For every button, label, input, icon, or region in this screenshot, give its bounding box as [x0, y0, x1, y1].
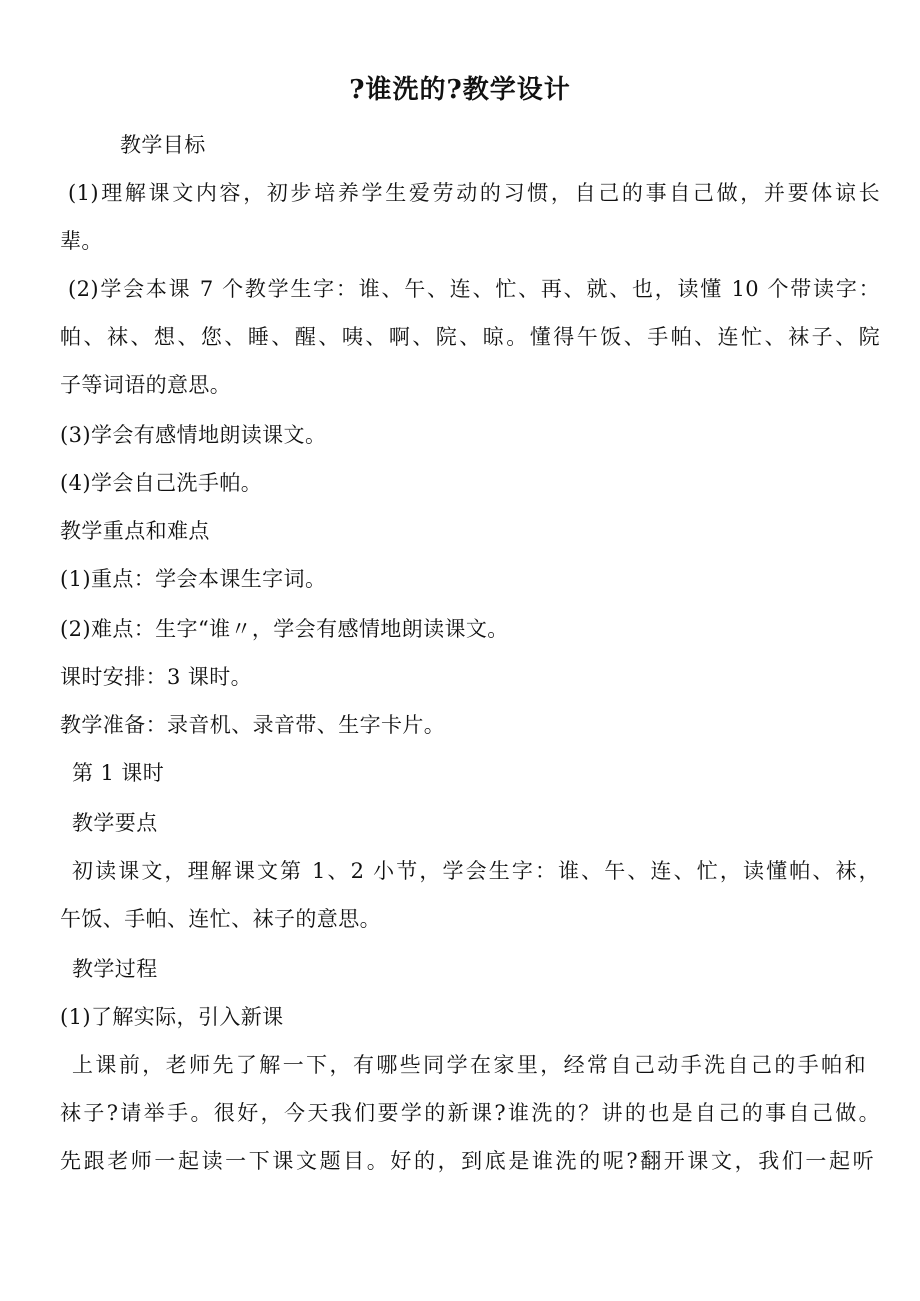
paragraph-line: (3)学会有感情地朗读课文。: [60, 423, 327, 447]
paragraph-line: 袜子?请举手。很好，今天我们要学的新课?谁洗的？讲的也是自己的事自己做。: [60, 1101, 880, 1125]
heading-lesson-1: 第 1 课时: [72, 761, 165, 785]
paragraph-line: (2)难点：生字“谁〃，学会有感情地朗读课文。: [60, 617, 509, 641]
paragraph-line: (4)学会自己洗手帕。: [60, 471, 263, 495]
paragraph-line: 初读课文，理解课文第 1、2 小节，学会生字：谁、午、连、忙，读懂帕、袜，: [72, 859, 880, 883]
paragraph-line: 帕、袜、想、您、睡、醒、咦、啊、院、晾。懂得午饭、手帕、连忙、袜子、院: [60, 325, 880, 349]
paragraph-line: (1)了解实际，引入新课: [60, 1005, 284, 1029]
paragraph-line: 上课前，老师先了解一下，有哪些同学在家里，经常自己动手洗自己的手帕和: [72, 1053, 866, 1077]
heading-key-points: 教学重点和难点: [60, 519, 210, 543]
paragraph-line: (1)重点：学会本课生字词。: [60, 567, 327, 591]
heading-teaching-points: 教学要点: [72, 811, 158, 835]
heading-objectives: 教学目标: [120, 133, 206, 157]
paragraph-line: 午饭、手帕、连忙、袜子的意思。: [60, 907, 381, 931]
paragraph-line: (2)学会本课 7 个教学生字：谁、午、连、忙、再、就、也，读懂 10 个带读字：: [68, 277, 880, 301]
paragraph-line: 课时安排：3 课时。: [60, 665, 253, 689]
paragraph-line: 子等词语的意思。: [60, 373, 232, 397]
paragraph-line: 教学准备：录音机、录音带、生字卡片。: [60, 713, 446, 737]
paragraph-line: (1)理解课文内容，初步培养学生爱劳动的习惯，自己的事自己做，并要体谅长: [68, 181, 880, 205]
document-title: ?谁洗的?教学设计: [349, 75, 571, 105]
paragraph-line: 辈。: [60, 229, 103, 253]
paragraph-line: 先跟老师一起读一下课文题目。好的，到底是谁洗的呢?翻开课文，我们一起听: [60, 1149, 874, 1173]
heading-teaching-process: 教学过程: [72, 957, 158, 981]
